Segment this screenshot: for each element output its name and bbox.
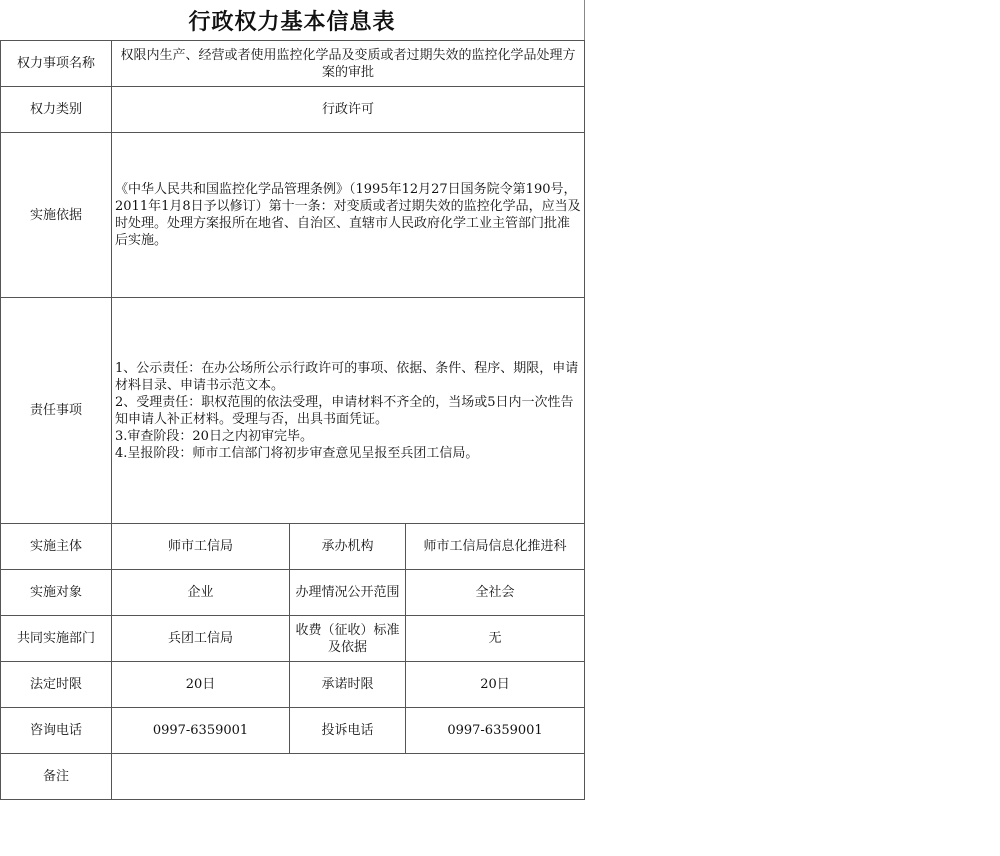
page-title: 行政权力基本信息表	[0, 0, 585, 40]
row-label-duties: 责任事项	[1, 298, 112, 524]
row-value-complaint: 0997-6359001	[406, 708, 585, 754]
row-value-remark	[112, 754, 585, 800]
row-value-target: 企业	[112, 570, 290, 616]
row-label-remark: 备注	[1, 754, 112, 800]
table-row	[1, 41, 585, 87]
row-value-fee: 无	[406, 616, 585, 662]
row-label-subject: 实施主体	[1, 524, 112, 570]
row-label-category: 权力类别	[1, 87, 112, 133]
table-row	[1, 570, 585, 616]
row-value-disclosure: 全社会	[406, 570, 585, 616]
table-row	[1, 524, 585, 570]
info-table	[0, 40, 585, 800]
table-row	[1, 87, 585, 133]
row-label-phone: 咨询电话	[1, 708, 112, 754]
row-label-deadline: 法定时限	[1, 662, 112, 708]
table-row	[1, 298, 585, 524]
row-value-duties: 1、公示责任：在办公场所公示行政许可的事项、依据、条件、程序、期限，申请材料目录、申请书示范文本。 2、受理责任：职权范围的依法受理，申请材料不齐全的，当场或5日内一次性告知申请人补正材料。受理与否，出具书面凭证。 3.审查阶段：20日之内初审完毕。 4.呈报阶段：师市工信部门将初步审查意见呈报至兵团工信局。	[112, 298, 585, 524]
row-value-joint: 兵团工信局	[112, 616, 290, 662]
row-label-joint: 共同实施部门	[1, 616, 112, 662]
row-value-deadline: 20日	[112, 662, 290, 708]
row-label-complaint: 投诉电话	[290, 708, 406, 754]
table-row	[1, 754, 585, 800]
row-label-target: 实施对象	[1, 570, 112, 616]
row-value-agency: 师市工信局信息化推进科	[406, 524, 585, 570]
table-row	[1, 662, 585, 708]
table-row	[1, 616, 585, 662]
row-label-fee: 收费（征收）标准及依据	[290, 616, 406, 662]
row-value-basis: 《中华人民共和国监控化学品管理条例》（1995年12月27日国务院令第190号，2011年1月8日予以修订）第十一条：对变质或者过期失效的监控化学品，应当及时处理。处理方案报所在地省、自治区、直辖市人民政府化学工业主管部门批准后实施。	[112, 133, 585, 298]
row-value-phone: 0997-6359001	[112, 708, 290, 754]
row-value-name: 权限内生产、经营或者使用监控化学品及变质或者过期失效的监控化学品处理方案的审批	[112, 41, 585, 87]
row-label-agency: 承办机构	[290, 524, 406, 570]
row-value-promise: 20日	[406, 662, 585, 708]
row-value-category: 行政许可	[112, 87, 585, 133]
table-row	[1, 133, 585, 298]
row-label-promise: 承诺时限	[290, 662, 406, 708]
row-label-name: 权力事项名称	[1, 41, 112, 87]
row-label-basis: 实施依据	[1, 133, 112, 298]
row-label-disclosure: 办理情况公开范围	[290, 570, 406, 616]
table-row	[1, 708, 585, 754]
row-value-subject: 师市工信局	[112, 524, 290, 570]
